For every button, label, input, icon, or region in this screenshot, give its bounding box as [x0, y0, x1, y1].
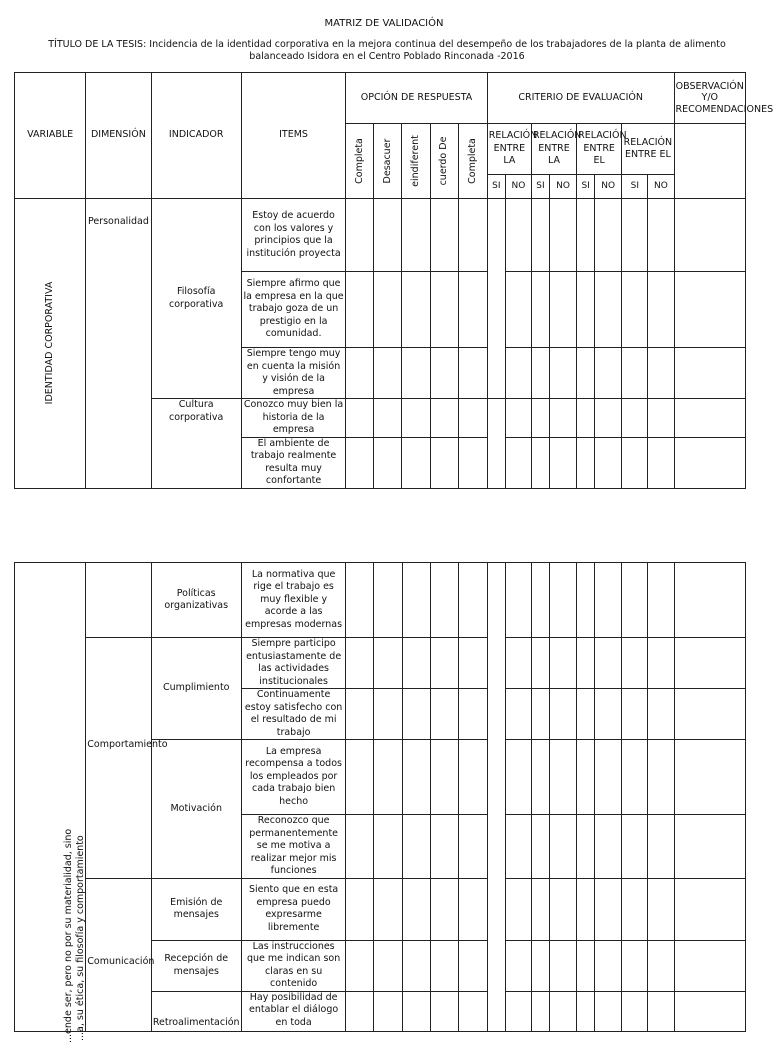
eval-cell	[595, 199, 622, 272]
eval-cell	[648, 563, 674, 638]
dimension-personalidad: Personalidad	[86, 199, 151, 489]
eval-cell	[577, 272, 595, 348]
answer-cell	[430, 878, 458, 940]
eval-cell	[550, 563, 577, 638]
criterion-3-no: NO	[595, 175, 622, 199]
thesis-title-line2: balanceado Isidora en el Centro Poblado Rinconada -2016	[249, 51, 525, 62]
answer-cell	[374, 199, 402, 272]
answer-cell	[402, 878, 430, 940]
header-indicador: INDICADOR	[151, 73, 241, 199]
item-cell: El ambiente de trabajo realmente resulta muy confortante	[241, 437, 345, 488]
validation-matrix-table-1	[14, 72, 773, 489]
eval-cell	[595, 638, 622, 689]
observation-cell	[674, 815, 745, 879]
eval-cell	[577, 399, 595, 438]
indicator-emision: Emisión de mensajes	[151, 878, 241, 940]
eval-cell	[648, 437, 674, 488]
header-variable: VARIABLE	[15, 73, 86, 199]
variable-definition-text	[63, 828, 87, 1043]
criterion-3-si: SI	[577, 175, 595, 199]
eval-cell	[622, 272, 648, 348]
criterion-4-si: SI	[622, 175, 648, 199]
eval-cell	[550, 689, 577, 740]
criterion-4-no: NO	[648, 175, 674, 199]
eval-cell	[531, 348, 549, 399]
eval-cell	[487, 199, 505, 399]
eval-cell	[531, 437, 549, 488]
dimension-comunicacion	[86, 878, 155, 1031]
answer-cell	[430, 740, 458, 815]
variable-definition-clip	[15, 563, 86, 1043]
dimension-comportamiento	[86, 638, 168, 879]
item-cell: La normativa que rige el trabajo es muy flexible y acorde a las empresas modernas	[241, 563, 345, 638]
answer-cell	[402, 272, 430, 348]
eval-cell	[550, 991, 577, 1031]
answer-cell	[402, 399, 430, 438]
answer-cell	[374, 399, 402, 438]
eval-cell	[648, 348, 674, 399]
eval-cell	[622, 399, 648, 438]
answer-cell	[458, 437, 487, 488]
answer-cell	[402, 199, 430, 272]
indicator-recepcion: Recepción de mensajes	[151, 940, 241, 991]
eval-cell	[550, 638, 577, 689]
eval-cell	[595, 563, 622, 638]
answer-cell	[458, 272, 487, 348]
indicator-cumplimiento: Cumplimiento	[151, 638, 241, 740]
eval-cell	[648, 878, 674, 940]
eval-cell	[648, 272, 674, 348]
answer-cell	[430, 437, 458, 488]
eval-cell	[532, 991, 550, 1031]
eval-cell	[622, 689, 648, 740]
answer-cell	[346, 563, 374, 638]
observaciones-cell	[674, 124, 745, 199]
eval-cell	[622, 991, 648, 1031]
option-header-5	[458, 124, 487, 199]
observation-cell	[674, 399, 745, 438]
eval-cell	[550, 940, 577, 991]
variable-definition-cell	[15, 563, 86, 1043]
criterion-header-1: RELACIÓN ENTRE LA	[487, 124, 531, 175]
answer-cell	[430, 638, 458, 689]
eval-cell	[532, 740, 550, 815]
answer-cell	[346, 689, 374, 740]
header-dimension: DIMENSIÓN	[86, 73, 151, 199]
answer-cell	[402, 689, 430, 740]
eval-cell	[595, 437, 622, 488]
option-header-4	[430, 124, 458, 199]
answer-cell	[458, 638, 487, 689]
option-header-3	[402, 124, 430, 199]
eval-cell	[577, 815, 595, 879]
answer-cell	[430, 348, 458, 399]
criterion-1-no: NO	[505, 175, 531, 199]
answer-cell	[430, 689, 458, 740]
eval-cell	[505, 437, 531, 488]
answer-cell	[346, 638, 374, 689]
eval-cell	[595, 740, 622, 815]
eval-cell	[577, 991, 595, 1031]
answer-cell	[374, 878, 402, 940]
eval-cell	[577, 878, 595, 940]
eval-cell	[622, 878, 648, 940]
answer-cell	[374, 689, 402, 740]
eval-cell	[648, 689, 674, 740]
eval-cell	[595, 399, 622, 438]
eval-cell	[532, 563, 550, 638]
item-cell: Reconozco que permanentemente se me motiva a realizar mejor mis funciones	[241, 815, 345, 879]
eval-cell	[595, 272, 622, 348]
criterion-header-2: RELACIÓN ENTRE LA	[531, 124, 576, 175]
answer-cell	[346, 815, 374, 879]
criterion-1-si: SI	[487, 175, 505, 199]
option-header-4-label: cuerdo De	[437, 136, 449, 186]
eval-cell	[648, 399, 674, 438]
eval-cell	[531, 272, 549, 348]
item-cell: Estoy de acuerdo con los valores y principios que la institución proyecta	[241, 199, 345, 272]
eval-cell	[595, 991, 622, 1031]
eval-cell	[505, 815, 531, 879]
option-header-3-label: eindiferent	[409, 135, 421, 187]
answer-cell	[346, 940, 374, 991]
eval-cell	[550, 878, 577, 940]
eval-cell	[648, 199, 674, 272]
eval-cell	[532, 815, 550, 879]
eval-cell	[595, 348, 622, 399]
eval-cell	[622, 437, 648, 488]
answer-cell	[458, 689, 487, 740]
option-header-2-label: Desacuer	[381, 138, 393, 184]
eval-cell	[532, 689, 550, 740]
answer-cell	[402, 437, 430, 488]
item-cell: Siempre tengo muy en cuenta la misión y visión de la empresa	[241, 348, 345, 399]
answer-cell	[402, 940, 430, 991]
eval-cell	[487, 399, 505, 489]
answer-cell	[374, 940, 402, 991]
answer-cell	[374, 272, 402, 348]
header-items: ITEMS	[241, 73, 345, 199]
eval-cell	[577, 199, 595, 272]
eval-cell	[550, 272, 577, 348]
eval-cell	[577, 689, 595, 740]
option-header-1-label: Completa	[353, 138, 365, 184]
answer-cell	[458, 348, 487, 399]
eval-cell	[577, 348, 595, 399]
eval-cell	[550, 348, 577, 399]
observation-cell	[674, 991, 745, 1031]
eval-cell	[595, 689, 622, 740]
observation-cell	[674, 563, 745, 638]
observation-cell	[674, 638, 745, 689]
eval-cell	[622, 348, 648, 399]
observation-cell	[674, 348, 745, 399]
answer-cell	[402, 348, 430, 399]
eval-cell	[550, 815, 577, 879]
dimension-comportamiento-label: Comportamiento	[87, 739, 168, 750]
answer-cell	[374, 638, 402, 689]
answer-cell	[458, 991, 487, 1031]
answer-cell	[402, 815, 430, 879]
variable-definition-line1: ...ende ser, pero no por su materialidad, sino	[63, 828, 74, 1043]
answer-cell	[374, 740, 402, 815]
eval-cell	[487, 563, 505, 1032]
indicator-retroalimentacion: Retroalimentación	[151, 991, 241, 1031]
eval-cell	[622, 740, 648, 815]
eval-cell	[532, 940, 550, 991]
answer-cell	[346, 991, 374, 1031]
eval-cell	[505, 689, 531, 740]
eval-cell	[648, 815, 674, 879]
answer-cell	[430, 991, 458, 1031]
dimension-comunicacion-label: Comunicación	[87, 955, 155, 967]
thesis-title-line1: TÍTULO DE LA TESIS: Incidencia de la identidad corporativa en la mejora continua del desempeño de los trabajadores de la planta de alimento	[48, 39, 726, 50]
variable-definition-line2: ...a, su ética, su filosofía y comportamiento	[75, 835, 86, 1041]
validation-matrix-table-2	[14, 562, 746, 1043]
answer-cell	[430, 563, 458, 638]
eval-cell	[505, 399, 531, 438]
item-cell: Hay posibilidad de entablar el diálogo en toda	[241, 991, 345, 1031]
eval-cell	[648, 991, 674, 1031]
criterion-header-4: RELACIÓN ENTRE EL	[622, 124, 674, 175]
answer-cell	[374, 563, 402, 638]
eval-cell	[577, 940, 595, 991]
answer-cell	[402, 563, 430, 638]
item-cell: Siempre afirmo que la empresa en la que trabajo goza de un prestigio en la comunidad.	[241, 272, 345, 348]
option-header-5-label: Completa	[466, 138, 478, 184]
answer-cell	[430, 940, 458, 991]
eval-cell	[577, 437, 595, 488]
observation-cell	[674, 878, 745, 940]
observation-cell	[674, 272, 745, 348]
eval-cell	[505, 563, 531, 638]
item-cell: Continuamente estoy satisfecho con el resultado de mi trabajo	[241, 689, 345, 740]
item-cell: Conozco muy bien la historia de la empresa	[241, 399, 345, 438]
item-cell: La empresa recompensa a todos los empleados por cada trabajo bien hecho	[241, 740, 345, 815]
criterion-header-3: RELACIÓN ENTRE EL	[577, 124, 622, 175]
answer-cell	[458, 878, 487, 940]
option-header-2	[374, 124, 402, 199]
eval-cell	[532, 638, 550, 689]
eval-cell	[622, 815, 648, 879]
criterion-2-no: NO	[550, 175, 577, 199]
answer-cell	[402, 638, 430, 689]
eval-cell	[505, 348, 531, 399]
observation-cell	[674, 740, 745, 815]
eval-cell	[648, 638, 674, 689]
criterion-2-si: SI	[531, 175, 549, 199]
eval-cell	[531, 399, 549, 438]
variable-label: IDENTIDAD CORPORATIVA	[43, 281, 55, 405]
answer-cell	[458, 199, 487, 272]
answer-cell	[430, 815, 458, 879]
answer-cell	[346, 437, 374, 488]
eval-cell	[622, 940, 648, 991]
answer-cell	[374, 437, 402, 488]
eval-cell	[550, 199, 577, 272]
answer-cell	[402, 991, 430, 1031]
answer-cell	[346, 348, 374, 399]
answer-cell	[430, 272, 458, 348]
answer-cell	[430, 399, 458, 438]
eval-cell	[505, 878, 531, 940]
eval-cell	[550, 399, 577, 438]
eval-cell	[505, 272, 531, 348]
eval-cell	[648, 740, 674, 815]
eval-cell	[577, 740, 595, 815]
answer-cell	[346, 878, 374, 940]
eval-cell	[532, 878, 550, 940]
item-cell: Las instrucciones que me indican son claras en su contenido	[241, 940, 345, 991]
answer-cell	[458, 815, 487, 879]
observation-cell	[674, 940, 745, 991]
eval-cell	[505, 740, 531, 815]
eval-cell	[648, 940, 674, 991]
eval-cell	[505, 199, 531, 272]
eval-cell	[577, 638, 595, 689]
answer-cell	[374, 815, 402, 879]
header-criterio-evaluacion: CRITERIO DE EVALUACIÓN	[487, 73, 674, 124]
eval-cell	[505, 991, 531, 1031]
eval-cell	[622, 563, 648, 638]
indicator-politicas: Políticas organizativas	[151, 563, 241, 638]
document-title: MATRIZ DE VALIDACIÓN	[324, 18, 444, 29]
dimension-empty-cell	[86, 563, 151, 638]
observation-cell	[674, 199, 745, 272]
eval-cell	[550, 740, 577, 815]
option-header-1	[346, 124, 374, 199]
answer-cell	[402, 740, 430, 815]
eval-cell	[595, 940, 622, 991]
eval-cell	[622, 199, 648, 272]
answer-cell	[346, 272, 374, 348]
answer-cell	[458, 940, 487, 991]
variable-identidad-corporativa	[15, 199, 86, 489]
answer-cell	[458, 399, 487, 438]
eval-cell	[505, 638, 531, 689]
observation-cell	[674, 437, 745, 488]
observation-cell	[674, 689, 745, 740]
answer-cell	[374, 991, 402, 1031]
answer-cell	[458, 740, 487, 815]
eval-cell	[622, 638, 648, 689]
eval-cell	[550, 437, 577, 488]
eval-cell	[577, 563, 595, 638]
indicator-motivacion: Motivación	[151, 740, 241, 879]
item-cell: Siempre participo entusiastamente de las actividades institucionales	[241, 638, 345, 689]
answer-cell	[346, 399, 374, 438]
eval-cell	[505, 940, 531, 991]
indicator-cultura: Cultura corporativa	[151, 399, 241, 489]
thesis-title	[14, 39, 760, 63]
item-cell: Siento que en esta empresa puedo expresarme libremente	[241, 878, 345, 940]
eval-cell	[595, 878, 622, 940]
header-observaciones: OBSERVACIÓN Y/O RECOMENDACIONES	[674, 73, 745, 124]
answer-cell	[346, 199, 374, 272]
answer-cell	[374, 348, 402, 399]
answer-cell	[458, 563, 487, 638]
answer-cell	[346, 740, 374, 815]
header-opcion-respuesta: OPCIÓN DE RESPUESTA	[346, 73, 488, 124]
eval-cell	[595, 815, 622, 879]
indicator-filosofia: Filosofía corporativa	[151, 199, 241, 399]
eval-cell	[531, 199, 549, 272]
answer-cell	[430, 199, 458, 272]
